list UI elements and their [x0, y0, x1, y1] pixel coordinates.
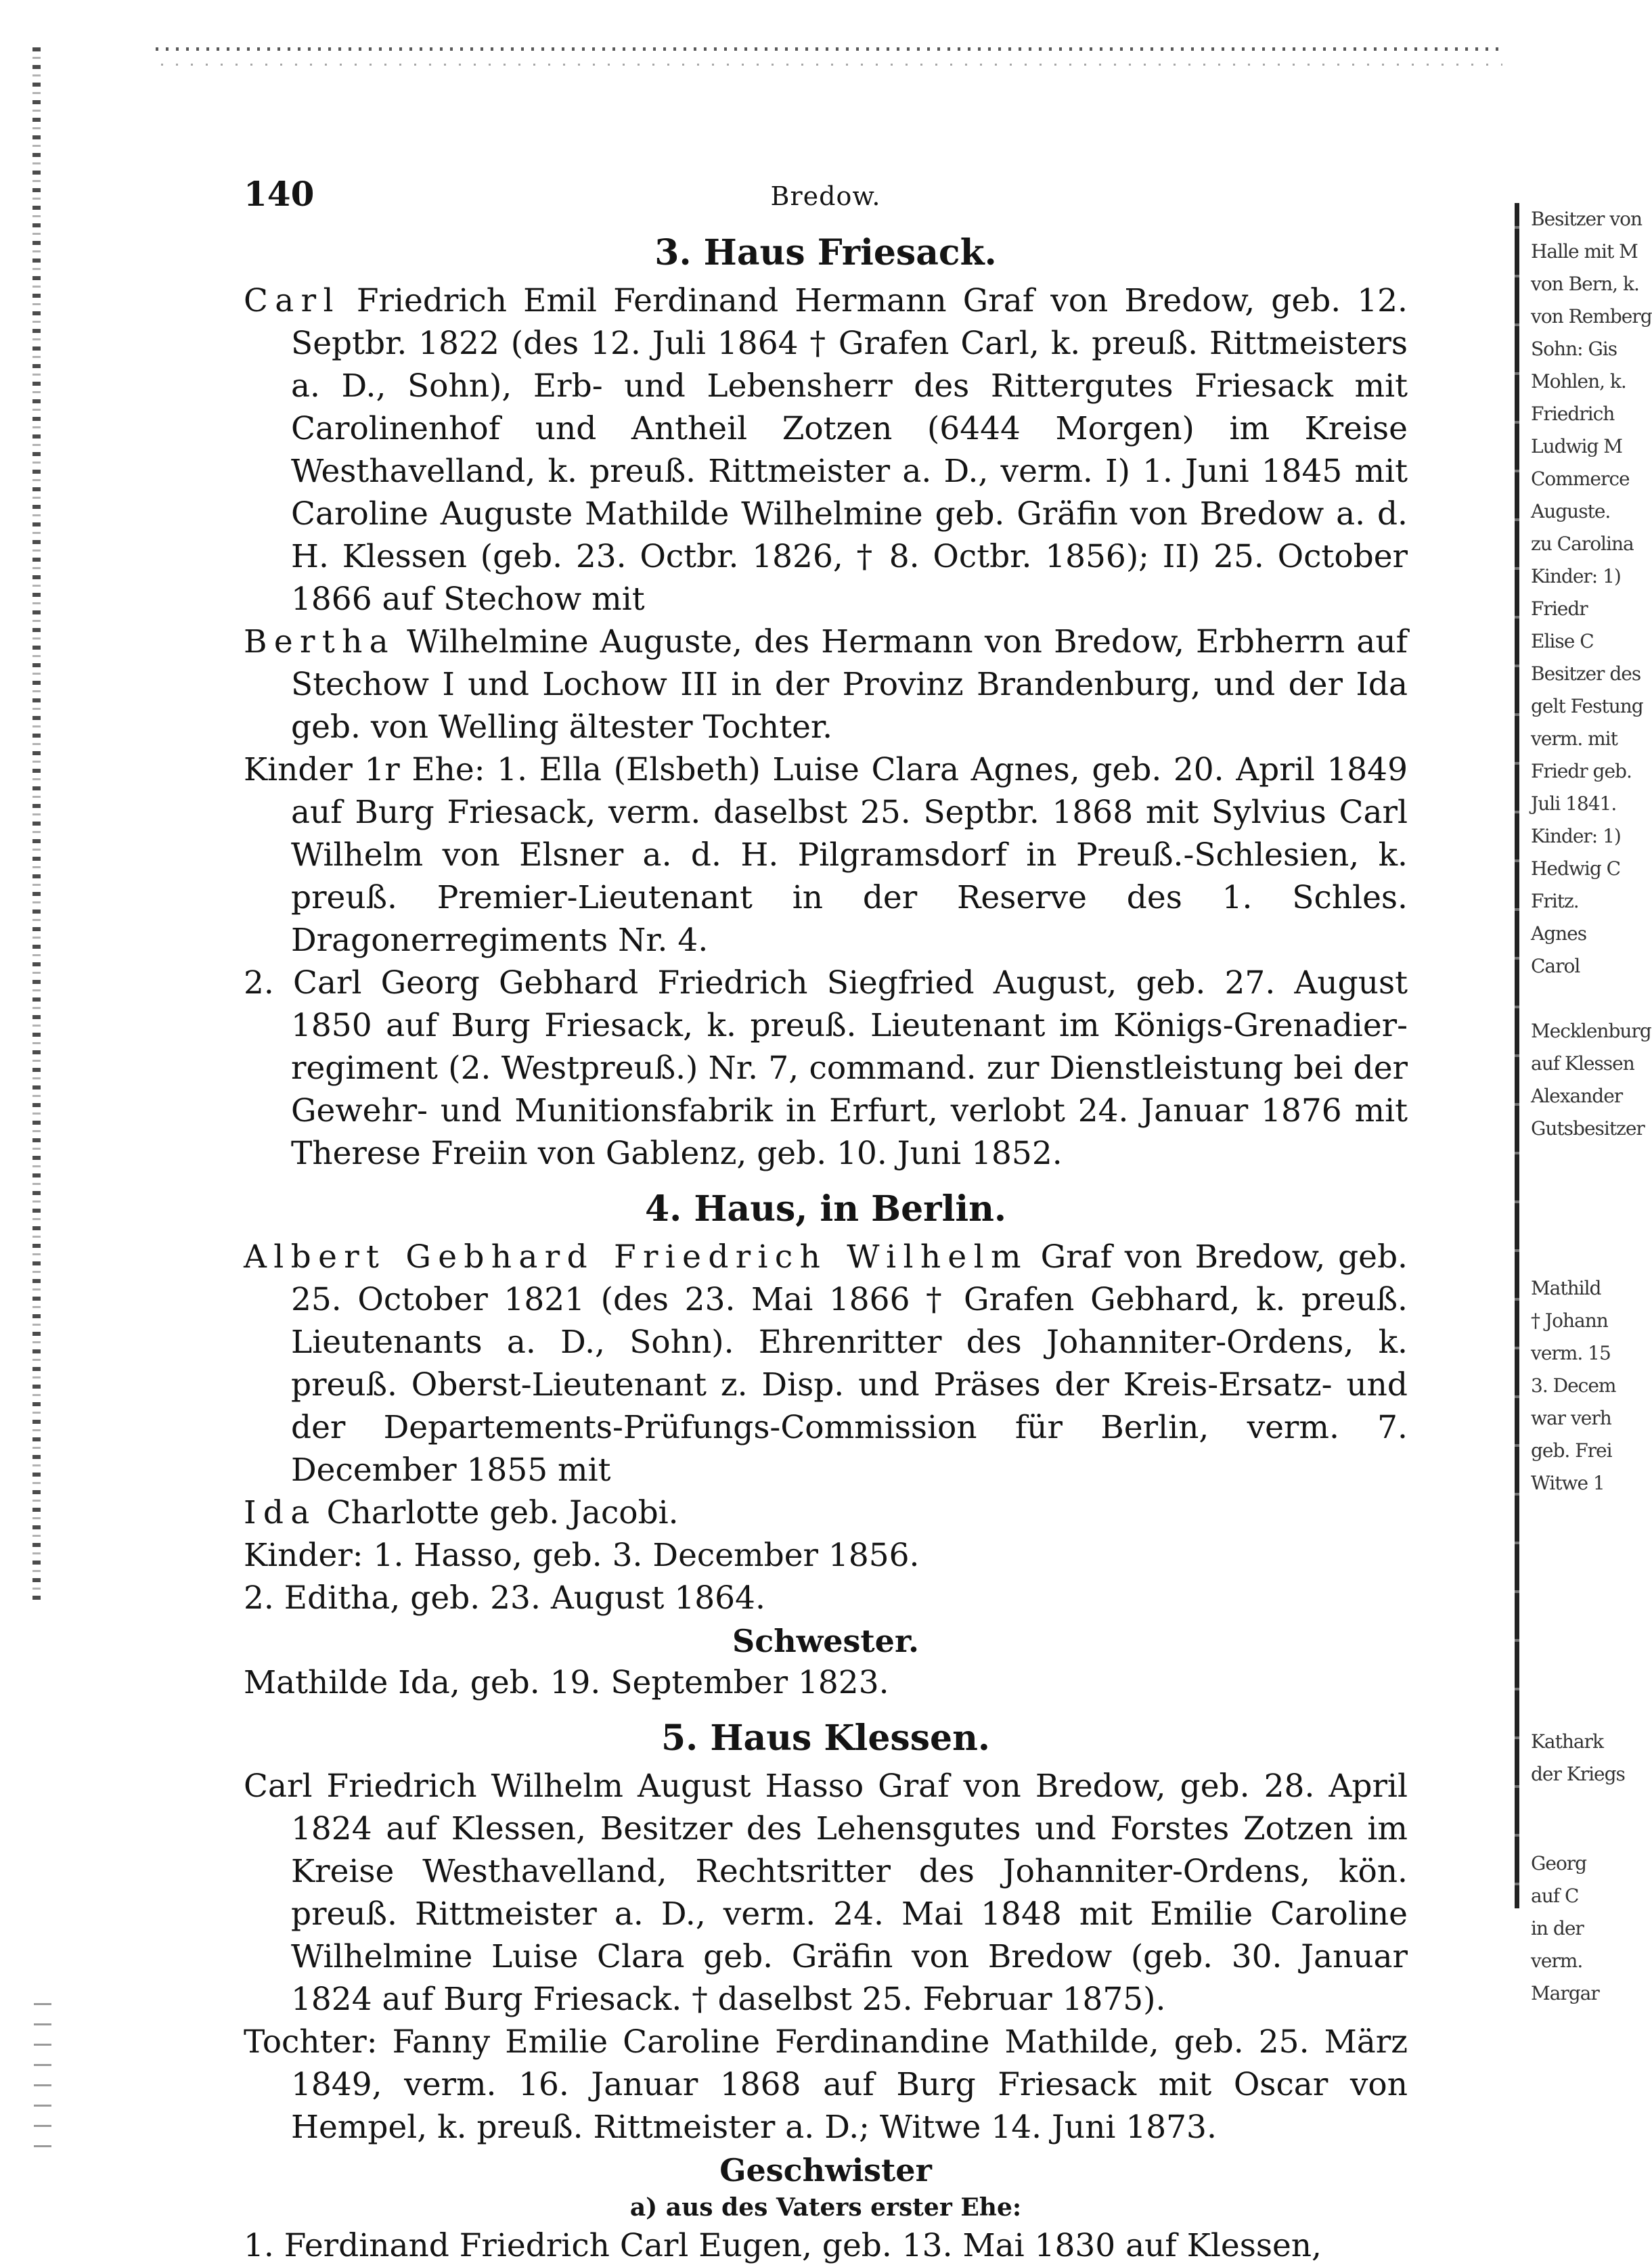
- adjacent-line: auf Klessen: [1531, 1052, 1634, 1075]
- gutter-shadow: [1515, 203, 1519, 1908]
- entry-text: Mathilde Ida, geb. 19. September 1823.: [244, 1664, 889, 1701]
- adjacent-line: geb. Frei: [1531, 1439, 1612, 1462]
- entry-albert-gebhard: [244, 1236, 1408, 1491]
- adjacent-line: verm. mit: [1531, 727, 1617, 750]
- adjacent-line: Kathark: [1531, 1730, 1603, 1753]
- entry-name-spaced: Ida: [244, 1494, 317, 1531]
- entry-kinder-hasso: [244, 1534, 1408, 1577]
- subheading-geschwister: Geschwister: [719, 2152, 932, 2189]
- adjacent-line: Carol: [1531, 955, 1580, 977]
- scan-edge-left: [32, 47, 41, 1604]
- entry-mathilde-ida: [244, 1661, 1408, 1704]
- adjacent-line: verm.: [1531, 1950, 1583, 1972]
- adjacent-line: von Remberg: [1531, 305, 1652, 328]
- adjacent-page-column-2: [1531, 1015, 1651, 1145]
- adjacent-line: † Johann: [1531, 1309, 1608, 1332]
- section-heading-friesack: 3. Haus Friesack.: [654, 232, 997, 273]
- entry-carl-georg: [244, 962, 1408, 1175]
- adjacent-line: von Bern, k.: [1531, 273, 1639, 295]
- adjacent-line: Georg: [1531, 1852, 1587, 1875]
- adjacent-line: Juli 1841.: [1531, 792, 1617, 815]
- adjacent-page-column-3: [1531, 1272, 1624, 1500]
- adjacent-line: Hedwig C: [1531, 857, 1621, 880]
- entry-carl-friedrich-emil: [244, 279, 1408, 621]
- adjacent-line: zu Carolina: [1531, 533, 1634, 555]
- adjacent-line: Margar: [1531, 1982, 1599, 2004]
- adjacent-line: Halle mit M: [1531, 240, 1638, 263]
- entry-ida: [244, 1491, 1408, 1534]
- subheading-schwester: Schwester.: [732, 1623, 919, 1659]
- adjacent-line: Witwe 1: [1531, 1472, 1605, 1494]
- entry-text: Kinder 1r Ehe: 1. Ella (Elsbeth) Luise Clara Agnes, geb. 20. April 1849 auf Burg Friesack, verm. daselbst 25. Septbr. 1868 mit Sylvius Carl Wilhelm von Elsner a. d. H. Pilgramsdorf in Preuß.-Schlesien, k. preuß. Premier-Lieutenant in der Reserve des 1. Schles. Dragonerregiments Nr. 4.: [244, 751, 1408, 959]
- adjacent-page-column-5: [1531, 1847, 1624, 2010]
- adjacent-line: verm. 15: [1531, 1342, 1611, 1364]
- entry-text: Tochter: Fanny Emilie Caroline Ferdinandine Mathilde, geb. 25. März 1849, verm. 16. Januar 1868 auf Burg Friesack mit Oscar von Hempel, k. preuß. Rittmeister a. D.; Witwe 14. Juni 1873.: [244, 2023, 1408, 2146]
- entry-text: Friedrich Emil Ferdinand Hermann Graf von Bredow, geb. 12. Septbr. 1822 (des 12. Juli 1864 † Grafen Carl, k. preuß. Rittmeisters a. D., Sohn), Erb- und Lebensherr des Rittergutes Friesack mit Carolinenhof und Antheil Zotzen (6444 Morgen) im Kreise Westhavelland, k. preuß. Rittmeister a. D., verm. I) 1. Juni 1845 mit Caroline Auguste Mathilde Wilhelmine geb. Gräfin von Bredow a. d. H. Klessen (geb. 23. Octbr. 1826, † 8. Octbr. 1856); II) 25. October 1866 auf Stechow mit: [291, 282, 1408, 618]
- adjacent-line: Friedr geb.: [1531, 760, 1632, 782]
- section-heading-klessen: 5. Haus Klessen.: [661, 1718, 990, 1759]
- subheading-erster-ehe: a) aus des Vaters erster Ehe:: [629, 2193, 1022, 2222]
- entry-kinder-1r-ehe: [244, 748, 1408, 962]
- entry-text: Graf von Bredow, geb. 25. October 1821 (des 23. Mai 1866 † Grafen Gebhard, k. preuß. Lieutenants a. D., Sohn). Ehrenritter des Johanniter-Ordens, k. preuß. Oberst-Lieutenant z. Disp. und Präses der Kreis-Ersatz- und der Departements-Prüfungs-Commission für Berlin, verm. 7. December 1855 mit: [291, 1238, 1408, 1489]
- entry-carl-friedrich-wilhelm: [244, 1765, 1408, 2021]
- adjacent-line: Alexander: [1531, 1085, 1623, 1107]
- entry-text: Carl Friedrich Wilhelm August Hasso Graf von Bredow, geb. 28. April 1824 auf Klessen, Besitzer des Lehensgutes und Forstes Zotzen im Kreise Westhavelland, Rechtsritter des Johanniter-Ordens, kön. preuß. Rittmeister a. D., verm. 24. Mai 1848 mit Emilie Caroline Wilhelmine Luise Clara geb. Gräfin von Bredow (geb. 30. Januar 1824 auf Burg Friesack. † daselbst 25. Februar 1875).: [244, 1768, 1408, 2018]
- running-head-title: Bredow.: [770, 181, 881, 211]
- entry-ferdinand: [244, 2224, 1408, 2267]
- scan-edge-top: [156, 41, 1502, 70]
- scan-edge-left-lower: [34, 2003, 51, 2152]
- entry-text: Wilhelmine Auguste, des Hermann von Bredow, Erbherrn auf Stechow I und Lochow III in der Provinz Brandenburg, und der Ida geb. von Welling ältester Tochter.: [291, 623, 1408, 746]
- book-page: [244, 173, 1408, 2267]
- adjacent-line: Gutsbesitzer: [1531, 1117, 1645, 1140]
- adjacent-line: auf C: [1531, 1885, 1579, 1907]
- adjacent-line: Commerce: [1531, 468, 1630, 490]
- adjacent-line: Kinder: 1): [1531, 565, 1621, 587]
- adjacent-line: Mecklenburg: [1531, 1020, 1651, 1042]
- adjacent-page-column-4: [1531, 1726, 1624, 1791]
- adjacent-line: der Kriegs: [1531, 1763, 1625, 1785]
- adjacent-line: Friedr: [1531, 598, 1588, 620]
- adjacent-line: Besitzer von: [1531, 208, 1643, 230]
- adjacent-line: war verh: [1531, 1407, 1611, 1429]
- section-heading-berlin: 4. Haus, in Berlin.: [644, 1188, 1006, 1230]
- adjacent-line: Auguste.: [1531, 500, 1611, 522]
- adjacent-line: Kinder: 1): [1531, 825, 1621, 847]
- entry-name-spaced: Albert Gebhard Friedrich Wilhelm: [244, 1238, 1028, 1276]
- entry-tochter-fanny: [244, 2021, 1408, 2149]
- entry-name-spaced: Carl: [244, 282, 340, 319]
- page-number: 140: [244, 174, 315, 214]
- adjacent-line: 3. Decem: [1531, 1374, 1616, 1397]
- adjacent-line: Agnes: [1531, 922, 1587, 945]
- adjacent-line: Besitzer des: [1531, 663, 1641, 685]
- adjacent-line: Sohn: Gis: [1531, 338, 1617, 360]
- adjacent-line: Fritz.: [1531, 890, 1579, 912]
- entry-text: 1. Ferdinand Friedrich Carl Eugen, geb. 13. Mai 1830 auf Klessen,: [244, 2227, 1322, 2264]
- adjacent-line: Elise C: [1531, 630, 1594, 652]
- adjacent-page-column-1: [1531, 203, 1652, 983]
- entry-text: Kinder: 1. Hasso, geb. 3. December 1856.: [244, 1537, 920, 1574]
- entry-text: 2. Editha, geb. 23. August 1864.: [244, 1579, 765, 1617]
- adjacent-line: Friedrich: [1531, 403, 1615, 425]
- entry-bertha: [244, 621, 1408, 748]
- entry-text: 2. Carl Georg Gebhard Friedrich Siegfried August, geb. 27. August 1850 auf Burg Friesack, k. preuß. Lieutenant im Königs-Grenadier-regiment (2. Westpreuß.) Nr. 7, command. zur Dienstleistung bei der Gewehr- und Munitionsfabrik in Erfurt, verlobt 24. Januar 1876 mit Therese Freiin von Gablenz, geb. 10. Juni 1852.: [244, 964, 1408, 1172]
- entry-editha: [244, 1577, 1408, 1619]
- running-head: [244, 173, 1408, 219]
- adjacent-line: gelt Festung: [1531, 695, 1643, 717]
- adjacent-line: in der: [1531, 1917, 1584, 1939]
- entry-name-spaced: Bertha: [244, 623, 396, 660]
- entry-text: Charlotte geb. Jacobi.: [316, 1494, 679, 1531]
- adjacent-line: Mathild: [1531, 1277, 1601, 1299]
- adjacent-line: Mohlen, k.: [1531, 370, 1626, 392]
- adjacent-line: Ludwig M: [1531, 435, 1622, 457]
